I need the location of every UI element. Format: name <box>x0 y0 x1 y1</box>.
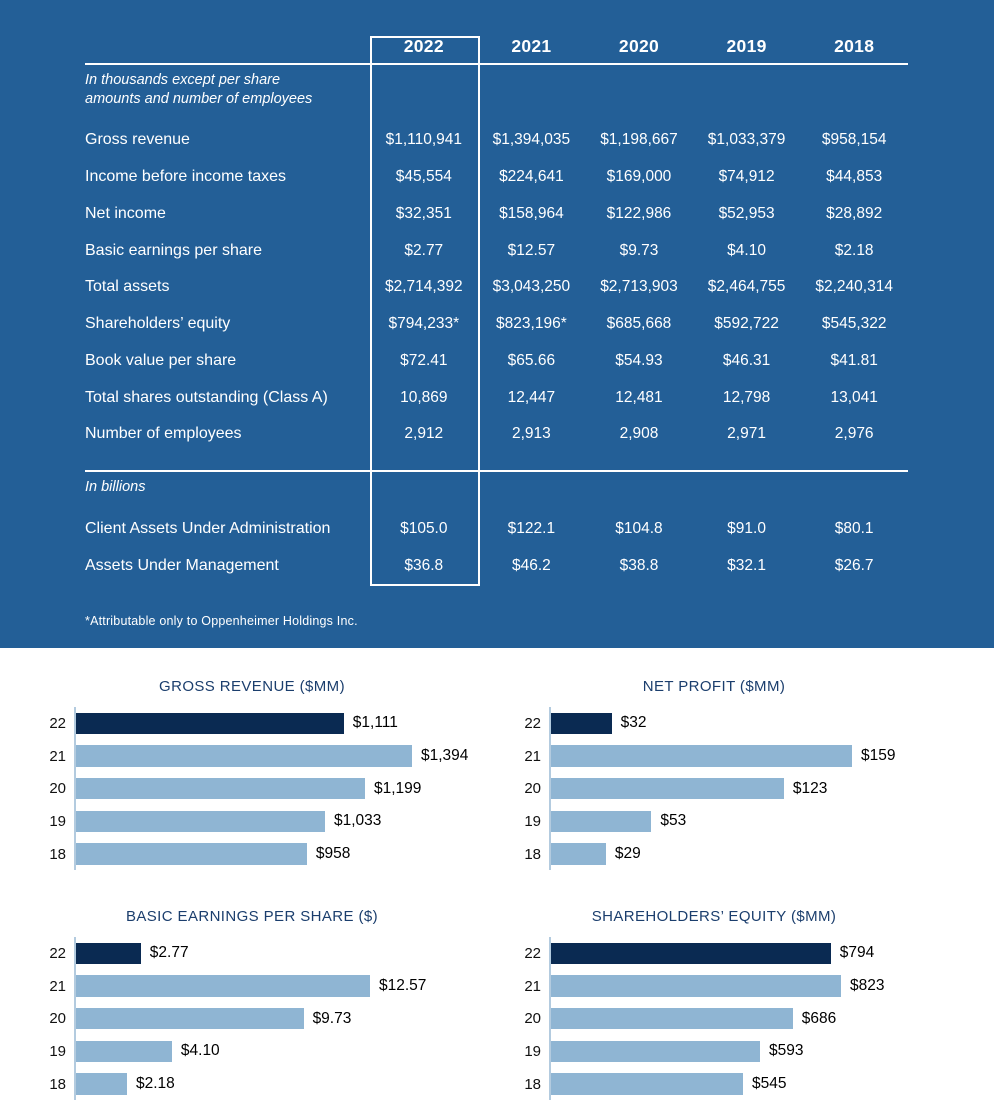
units-note-line-1: In thousands except per share <box>85 72 281 88</box>
bar-value-label: $1,111 <box>352 714 398 732</box>
row-value: $958,154 <box>821 131 887 149</box>
bar-area <box>74 838 497 871</box>
bar <box>76 975 370 997</box>
tick-label: 18 <box>49 845 66 863</box>
row-value: $12.57 <box>507 241 556 259</box>
row-label: Book value per share <box>85 351 237 369</box>
row-label: Net income <box>85 204 166 222</box>
footnote: *Attributable only to Oppenheimer Holdings Inc. <box>85 614 358 628</box>
row-label: Client Assets Under Administration <box>85 519 331 537</box>
bar <box>551 1041 760 1063</box>
bar-area <box>549 707 994 740</box>
header-divider-line <box>85 63 908 65</box>
table-row <box>85 159 908 196</box>
bar-row <box>497 772 994 805</box>
row-label: Number of employees <box>85 425 242 443</box>
row-value: $32,351 <box>395 204 452 222</box>
table-row <box>85 416 908 453</box>
table-row <box>85 510 908 547</box>
bar-row <box>497 707 994 740</box>
tick-label: 21 <box>49 977 66 995</box>
tick-label: 19 <box>49 812 66 830</box>
chart-bars <box>0 937 497 1100</box>
bar-area <box>549 740 994 773</box>
tick-label: 19 <box>524 1042 541 1060</box>
units-note-line-2: amounts and number of employees <box>85 90 313 107</box>
bar-area <box>549 1068 994 1101</box>
bar <box>551 745 852 767</box>
row-value: $1,033,379 <box>707 131 786 149</box>
bar-area <box>74 707 497 740</box>
bar-area <box>74 937 497 970</box>
table-row <box>85 269 908 306</box>
chart-title-gross-revenue: GROSS REVENUE ($MM) <box>159 678 345 695</box>
row-value: 2,971 <box>727 425 766 443</box>
row-value: 12,447 <box>507 388 556 406</box>
table-row <box>85 306 908 343</box>
chart-title-shareholders-equity: SHAREHOLDERS’ EQUITY ($MM) <box>591 908 837 925</box>
bar-value-label: $1,394 <box>421 747 469 765</box>
row-value: $122.1 <box>507 519 556 537</box>
bar <box>76 1073 127 1095</box>
tick-label: 20 <box>49 1010 66 1028</box>
row-value: $1,394,035 <box>492 131 571 149</box>
table-row <box>85 547 908 584</box>
row-value: $4.10 <box>727 241 766 259</box>
tick-label: 22 <box>49 714 66 732</box>
bar-value-label: $32 <box>620 714 647 732</box>
table-row <box>85 232 908 269</box>
bar-row <box>0 707 497 740</box>
year-column-2019: 2019 <box>726 36 767 56</box>
table-row <box>85 196 908 233</box>
row-value: 10,869 <box>400 388 448 406</box>
bar-area <box>549 970 994 1003</box>
bar-value-label: $12.57 <box>379 977 427 995</box>
tick-label: 18 <box>49 1075 66 1093</box>
row-label: Total shares outstanding (Class A) <box>85 388 328 406</box>
row-value: $224,641 <box>499 168 564 186</box>
tick-label: 21 <box>49 747 66 765</box>
row-value: 2,908 <box>619 425 659 443</box>
row-value: $1,198,667 <box>600 131 678 149</box>
row-value: $122,986 <box>606 204 672 222</box>
row-value: $2,714,392 <box>385 278 463 296</box>
row-label: Assets Under Management <box>85 556 279 574</box>
chart-bars <box>0 707 497 870</box>
bar-area <box>549 838 994 871</box>
row-value: $2,240,314 <box>815 278 893 296</box>
bar-row <box>0 937 497 970</box>
bar-area <box>74 1068 497 1101</box>
row-label: Basic earnings per share <box>85 241 262 259</box>
row-value: $105.0 <box>400 519 448 537</box>
chart-shareholders-equity <box>497 878 994 1108</box>
row-value: $592,722 <box>714 315 779 333</box>
bar-current-year <box>76 713 344 735</box>
row-value: $45,554 <box>395 168 452 186</box>
row-value: $794,233* <box>388 315 460 333</box>
bar <box>76 811 325 833</box>
row-label: Income before income taxes <box>85 168 286 186</box>
bar <box>551 1008 793 1030</box>
bar-value-label: $1,199 <box>373 779 422 797</box>
row-value: $2,713,903 <box>600 278 678 296</box>
bar-current-year <box>76 943 141 965</box>
row-value: $74,912 <box>718 168 775 186</box>
bar-value-label: $123 <box>792 779 828 797</box>
row-value: $169,000 <box>606 168 672 186</box>
charts-grid <box>0 648 994 1108</box>
bar-row <box>0 1068 497 1101</box>
bar-row <box>0 970 497 1003</box>
bar-value-label: $593 <box>768 1042 804 1060</box>
bar-area <box>74 740 497 773</box>
bar-row <box>497 937 994 970</box>
chart-gross-revenue <box>0 648 497 878</box>
bar <box>551 778 784 800</box>
year-column-2022: 2022 <box>403 36 444 56</box>
bar-row <box>0 805 497 838</box>
bar <box>76 778 365 800</box>
row-value: 2,912 <box>404 425 444 443</box>
row-value: 12,798 <box>722 388 771 406</box>
bar-area <box>549 772 994 805</box>
tick-label: 22 <box>524 714 541 732</box>
bar-value-label: $794 <box>839 944 875 962</box>
tick-label: 20 <box>524 780 541 798</box>
tick-label: 22 <box>524 944 541 962</box>
bar <box>551 843 606 865</box>
row-value: $80.1 <box>834 519 874 537</box>
bar-value-label: $545 <box>752 1075 787 1093</box>
bar <box>76 1041 172 1063</box>
row-value: $823,196* <box>496 315 567 333</box>
bar-area <box>74 805 497 838</box>
row-value: 13,041 <box>830 388 878 406</box>
units-note <box>85 71 312 108</box>
bar-value-label: $686 <box>801 1009 837 1027</box>
bar-row <box>497 838 994 871</box>
year-column-2020: 2020 <box>618 36 660 56</box>
bar-row <box>497 1002 994 1035</box>
table-rows-thousands <box>85 122 908 453</box>
row-value: $2,464,755 <box>707 278 786 296</box>
bar-area <box>549 1035 994 1068</box>
chart-bars <box>497 937 994 1100</box>
row-value: $65.66 <box>507 351 556 369</box>
bar-value-label: $823 <box>850 977 885 995</box>
row-value: $685,668 <box>606 315 672 333</box>
bar-value-label: $53 <box>660 812 687 830</box>
chart-bars <box>497 707 994 870</box>
bar-value-label: $4.10 <box>180 1042 220 1060</box>
row-value: $38.8 <box>619 556 659 574</box>
tick-label: 19 <box>49 1042 66 1060</box>
chart-basic-eps <box>0 878 497 1108</box>
row-value: $28,892 <box>826 204 883 222</box>
row-value: $9.73 <box>619 241 659 259</box>
bar-area <box>74 970 497 1003</box>
row-value: $2.77 <box>404 241 444 259</box>
row-value: $104.8 <box>615 519 663 537</box>
billions-heading: In billions <box>85 479 146 495</box>
row-value: 2,913 <box>511 425 551 443</box>
chart-title-net-profit: NET PROFIT ($MM) <box>642 678 786 695</box>
bar-area <box>549 805 994 838</box>
year-column-2021: 2021 <box>511 36 552 56</box>
table-row <box>85 379 908 416</box>
bar-row <box>0 838 497 871</box>
year-header-row <box>85 36 908 57</box>
bar-area <box>74 1002 497 1035</box>
bar <box>76 1008 304 1030</box>
row-value: 12,481 <box>615 388 663 406</box>
bar-row <box>0 1035 497 1068</box>
bar-row <box>497 1035 994 1068</box>
row-value: $36.8 <box>404 556 444 574</box>
row-value: $26.7 <box>834 556 874 574</box>
chart-net-profit <box>497 648 994 878</box>
table-rows-billions <box>85 510 908 584</box>
row-value: $72.41 <box>400 351 448 369</box>
tick-label: 19 <box>524 812 541 830</box>
row-value: $44,853 <box>826 168 883 186</box>
bar-value-label: $958 <box>315 845 351 863</box>
bar-value-label: $159 <box>861 747 896 765</box>
bar-value-label: $29 <box>614 845 641 863</box>
tick-label: 21 <box>524 747 541 765</box>
bar <box>76 843 307 865</box>
row-value: $46.31 <box>722 351 771 369</box>
bar-row <box>0 772 497 805</box>
bar-area <box>549 1002 994 1035</box>
bar-current-year <box>551 943 831 965</box>
bar-row <box>497 1068 994 1101</box>
tick-label: 22 <box>49 944 66 962</box>
row-value: $91.0 <box>727 519 766 537</box>
bar <box>551 811 651 833</box>
row-value: $41.81 <box>830 351 878 369</box>
bar-value-label: $9.73 <box>312 1009 352 1027</box>
tick-label: 20 <box>49 780 66 798</box>
tick-label: 18 <box>524 845 541 863</box>
row-value: 2,976 <box>834 425 874 443</box>
bar-area <box>549 937 994 970</box>
bar-row <box>0 740 497 773</box>
billions-divider-line <box>85 470 908 472</box>
row-label: Gross revenue <box>85 131 190 149</box>
tick-label: 18 <box>524 1075 541 1093</box>
row-value: $3,043,250 <box>492 278 571 296</box>
bar-current-year <box>551 713 612 735</box>
row-value: $46.2 <box>511 556 551 574</box>
row-value: $1,110,941 <box>385 131 463 149</box>
tick-label: 20 <box>524 1010 541 1028</box>
row-value: $52,953 <box>718 204 775 222</box>
bar-row <box>0 1002 497 1035</box>
bar-area <box>74 772 497 805</box>
bar-value-label: $2.77 <box>149 944 189 962</box>
row-value: $32.1 <box>727 556 766 574</box>
row-label: Shareholders’ equity <box>85 315 231 333</box>
bar-area <box>74 1035 497 1068</box>
row-value: $158,964 <box>499 204 564 222</box>
row-value: $545,322 <box>821 315 887 333</box>
bar-value-label: $2.18 <box>135 1075 175 1093</box>
row-value: $2.18 <box>834 241 874 259</box>
year-column-2018: 2018 <box>834 36 875 56</box>
bar <box>551 975 841 997</box>
tick-label: 21 <box>524 977 541 995</box>
table-row <box>85 122 908 159</box>
row-value: $54.93 <box>615 351 663 369</box>
table-row <box>85 343 908 380</box>
row-label: Total assets <box>85 278 170 296</box>
bar-row <box>497 805 994 838</box>
bar <box>551 1073 743 1095</box>
bar-row <box>497 740 994 773</box>
bar-value-label: $1,033 <box>333 812 382 830</box>
bar <box>76 745 412 767</box>
chart-title-basic-eps: BASIC EARNINGS PER SHARE ($) <box>125 908 379 925</box>
bar-row <box>497 970 994 1003</box>
